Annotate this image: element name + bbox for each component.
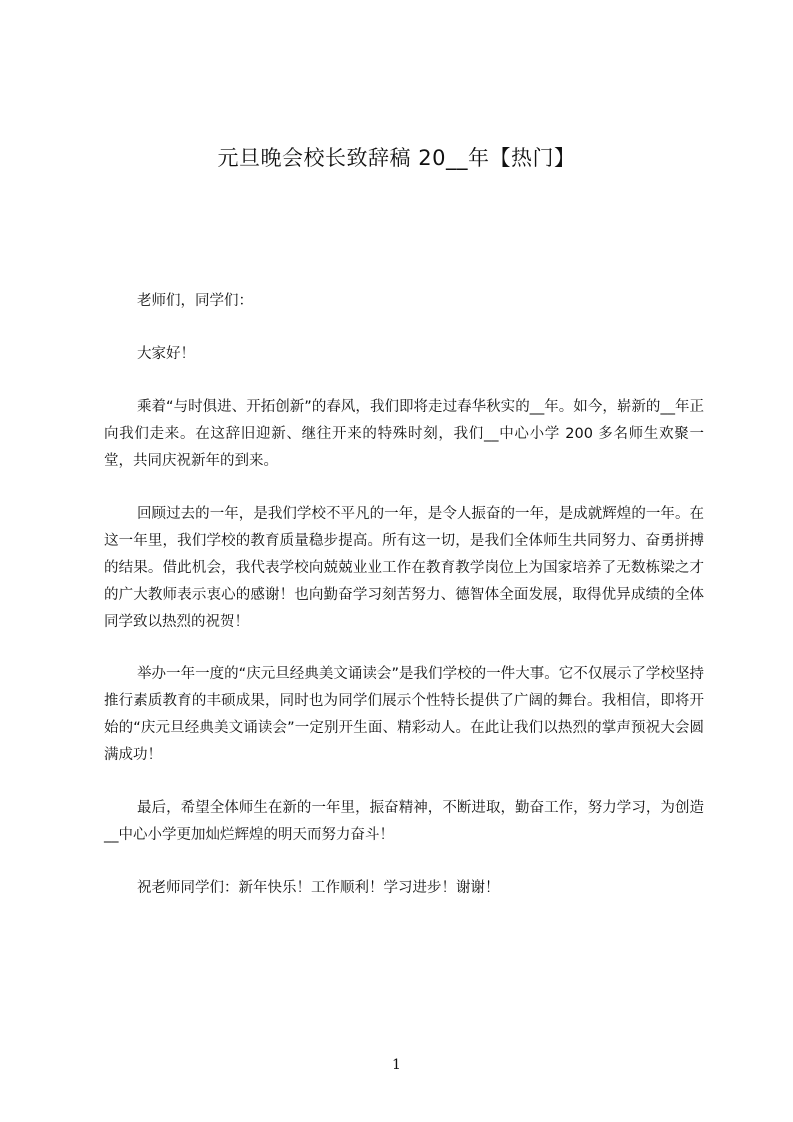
salutation-paragraph <box>104 341 704 368</box>
blessing-paragraph <box>104 875 704 902</box>
paragraph: 最后，希望全体师生在新的一年里，振奋精神，不断进取，勤奋工作，努力学习，为创造__中心小学更加灿烂辉煌的明天而努力奋斗！ <box>104 800 704 843</box>
paragraph: 乘着“与时俱进、开拓创新”的春风，我们即将走过春华秋实的__年。如今，崭新的__年正向我们走来。在这辞旧迎新、继往开来的特殊时刻，我们__中心小学 200 多名师生欢聚一堂，共同庆祝新年的到来。 <box>104 399 704 469</box>
review-paragraph <box>104 501 704 636</box>
document-title: 元旦晚会校长致辞稿 20__年【热门】 <box>217 146 576 170</box>
greeting-paragraph <box>104 288 704 315</box>
paragraph: 老师们，同学们： <box>137 293 253 309</box>
opening-paragraph <box>104 394 704 475</box>
page-number: 1 <box>392 1057 401 1073</box>
paragraph: 大家好！ <box>137 346 195 362</box>
event-paragraph <box>104 661 704 769</box>
paragraph: 回顾过去的一年，是我们学校不平凡的一年，是令人振奋的一年，是成就辉煌的一年。在这一年里，我们学校的教育质量稳步提高。所有这一切，是我们全体师生共同努力、奋勇拼搏的结果。借此机会，我代表学校向兢兢业业工作在教育教学岗位上为国家培养了无数栋梁之才的广大教师表示衷心的感谢！也向勤奋学习刻苦努力、德智体全面发展，取得优异成绩的全体同学致以热烈的祝贺！ <box>104 506 704 630</box>
closing-paragraph <box>104 795 704 849</box>
paragraph: 祝老师同学们：新年快乐！工作顺利！学习进步！谢谢！ <box>137 880 500 896</box>
paragraph: 举办一年一度的“庆元旦经典美文诵读会”是我们学校的一件大事。它不仅展示了学校坚持推行素质教育的丰硕成果，同时也为同学们展示个性特长提供了广阔的舞台。我相信，即将开始的“庆元旦经典美文诵读会”一定别开生面、精彩动人。在此让我们以热烈的掌声预祝大会圆满成功！ <box>104 666 704 763</box>
